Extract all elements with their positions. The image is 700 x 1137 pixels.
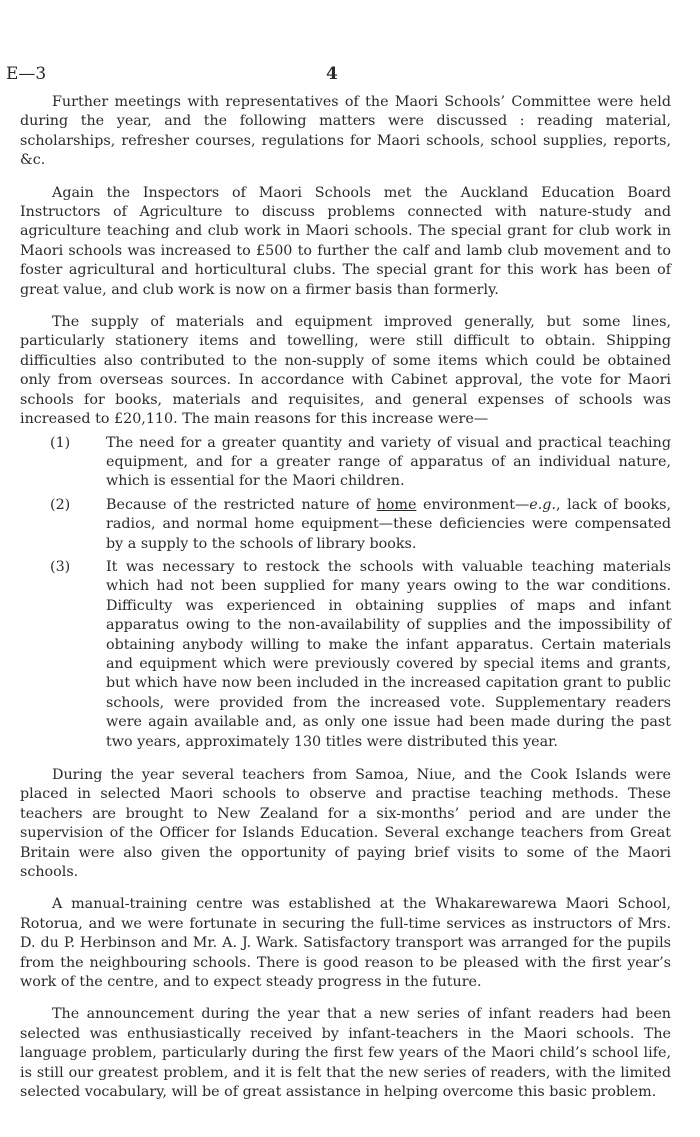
list-item: [50, 434, 671, 492]
paragraph-manual-training-centre: A manual-training centre was established at the Whakarewarewa Maori School, Rotorua, and we were fortunate in securing the full-time services as instructors of Mrs. D. du P. Herbinson and Mr. A. J. Wark. Satisfactory transport was arranged for the pupils from the neighbouring schools. There is good reason to be pleased with the first year’s work of the centre, and to expect steady progress in the future.: [20, 896, 671, 991]
text-segment: environment—: [416, 496, 530, 513]
paragraph-island-teachers: During the year several teachers from Samoa, Niue, and the Cook Islands were placed in selected Maori schools to observe and practise teaching methods. These teachers are brought to New Zealand for a six-months’ period and are under the supervision of the Officer for Islands Education. Several exchange teachers from Great Britain were also given the opportunity of paying brief visits to some of the Maori schools.: [20, 767, 671, 881]
list-item-text: [106, 496, 671, 554]
list-item-number: (2): [50, 496, 71, 513]
page-header: [6, 64, 666, 86]
list-item-text: The need for a greater quantity and variety of visual and practical teaching equipment, and for a greater range of apparatus of an individual nature, which is essential for the Maori children.: [106, 434, 671, 490]
page-number: 4: [326, 64, 338, 84]
text-segment: Because of the restricted nature of: [106, 496, 377, 513]
document-code: E—3: [6, 64, 47, 84]
list-item-number: (1): [50, 434, 71, 451]
reasons-list: [20, 434, 671, 753]
paragraph-committee-meetings: Further meetings with representatives of the Maori Schools’ Committee were held during the year, and the following matters were discussed : reading material, scholarships, refresher courses, regulations for Maori schools, school supplies, reports, &c.: [20, 94, 671, 169]
list-item-number: (3): [50, 558, 71, 575]
italic-abbreviation: e.g.: [529, 496, 556, 513]
paragraph-agriculture-club-work: Again the Inspectors of Maori Schools met the Auckland Education Board Instructors of Agriculture to discuss problems connected with nature-study and agriculture teaching and club work in Maori schools. The special grant for club work in Maori schools was increased to £500 to further the calf and lamb club movement and to foster agricultural and horticultural clubs. The special grant for this work has been of great value, and club work is now on a firmer basis than formerly.: [20, 184, 671, 298]
list-item-text: It was necessary to restock the schools with valuable teaching materials which had not been supplied for many years owing to the war conditions. Difficulty was experienced in obtaining supplies of maps and infant apparatus owing to the non-availability of supplies and the impossibility of obtaining anybody willing to make the infant apparatus. Certain materials and equipment which were previously covered by special items and grants, but which have now been included in the increased capitation grant to public schools, were provided from the increased vote. Supplementary readers were again available and, as only one issue had been made during the past two years, approximately 130 titles were distributed this year.: [106, 558, 671, 750]
document-body: [20, 93, 671, 1116]
underlined-word: home: [376, 496, 417, 513]
list-item: [50, 558, 671, 752]
paragraph-infant-readers: The announcement during the year that a new series of infant readers had been selected was enthusiastically received by infant-teachers in the Maori schools. The language problem, particularly during the first few years of the Maori child’s school life, is still our greatest problem, and it is felt that the new series of readers, with the limited selected vocabulary, will be of great assistance in helping overcome this basic problem.: [20, 1006, 671, 1101]
paragraph-supply-of-materials: The supply of materials and equipment improved generally, but some lines, particularly stationery items and towelling, were still difficult to obtain. Shipping difficulties also contributed to the non-supply of some items which could be obtained only from overseas sources. In accordance with Cabinet approval, the vote for Maori schools for books, materials and requisites, and general expenses of schools was increased to £20,110. The main reasons for this increase were—: [20, 314, 671, 428]
text-segment: , lack of books, radios, and normal home equipment—these deficiencies were compensated by a supply to the schools of library books.: [106, 496, 671, 552]
list-item: [50, 496, 671, 554]
